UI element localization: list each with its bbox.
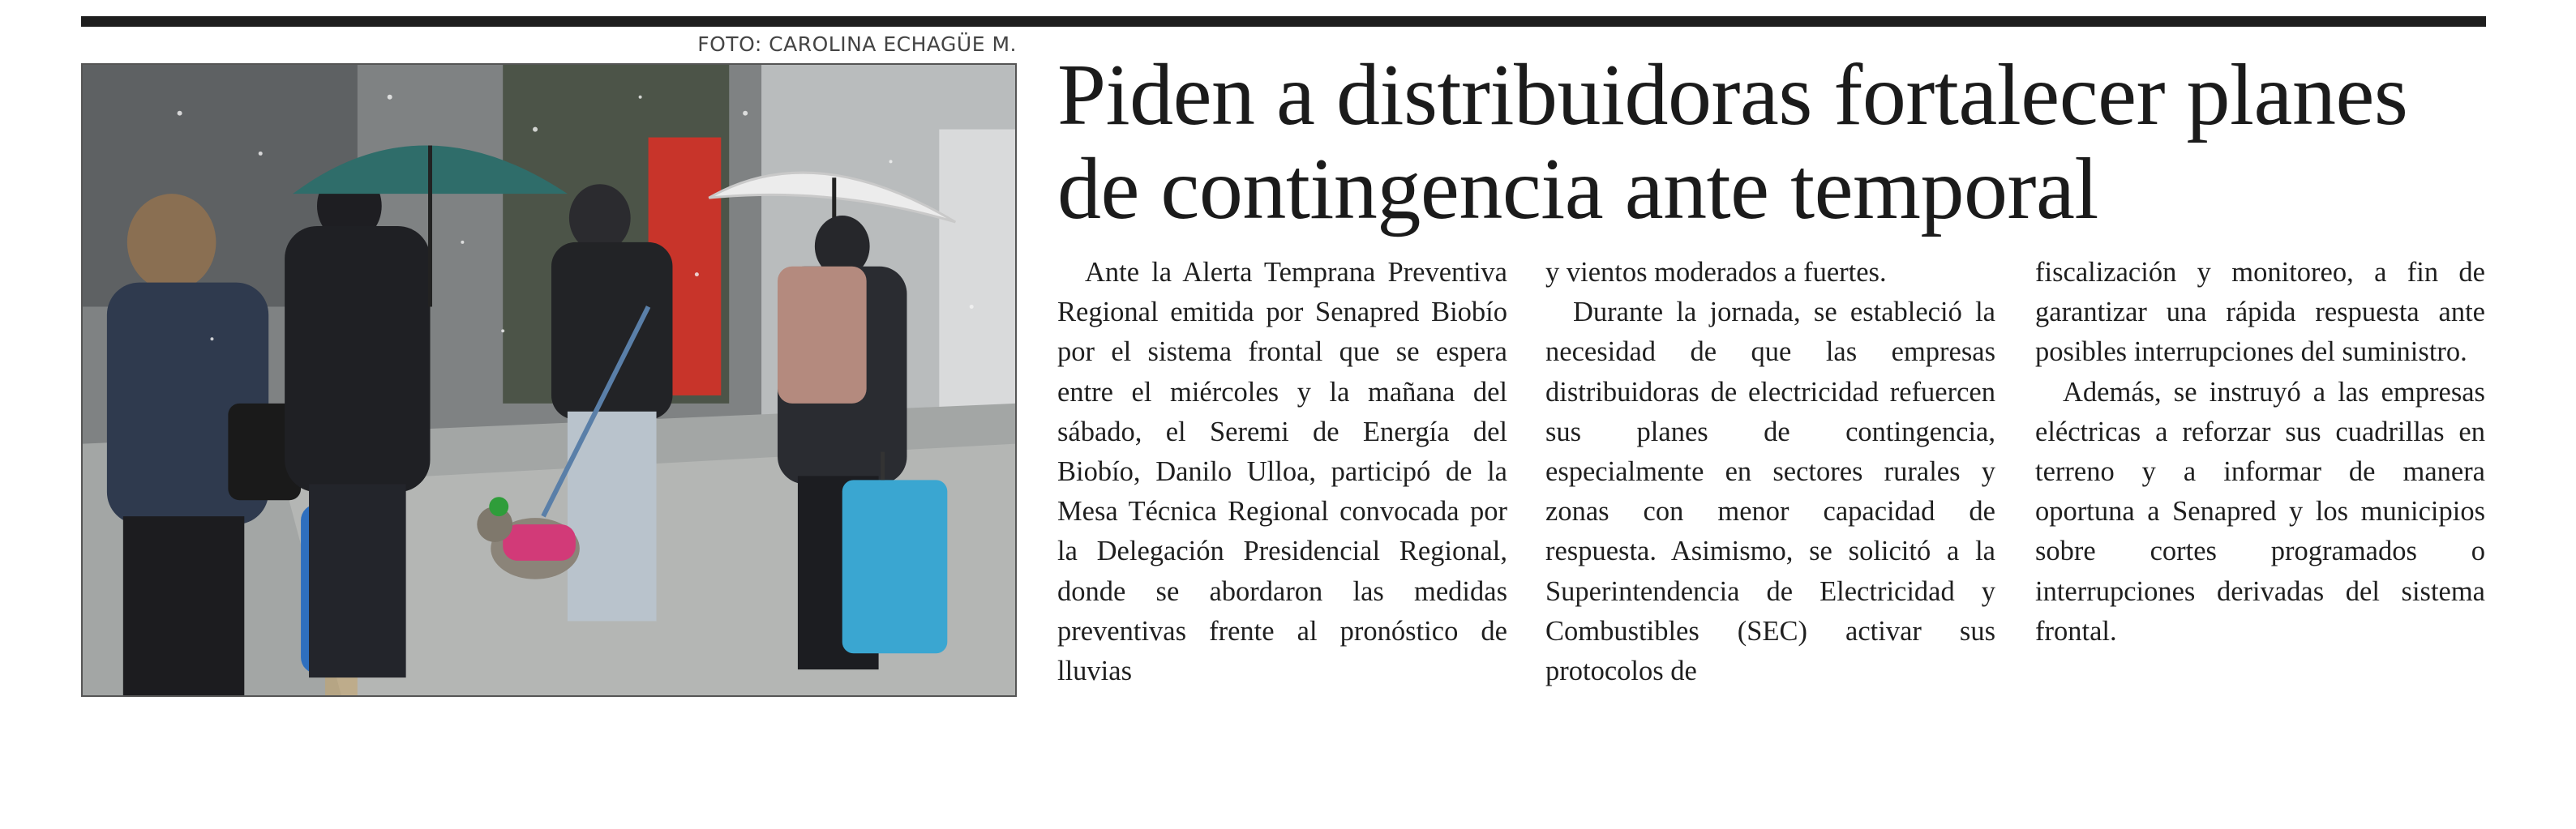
article-column-2 xyxy=(1545,253,1995,691)
news-photo xyxy=(81,63,1017,697)
article-column-1 xyxy=(1057,253,1507,691)
paragraph: y vientos moderados a fuertes. xyxy=(1545,257,1887,288)
paragraph: Ante la Alerta Temprana Preventiva Regional emitida por Senapred Biobío por el sistema frontal que se espera entre el miércoles y la mañana del sábado, el Seremi de Energía del Biobío, Danilo Ulloa, participó de la Mesa Técnica Regional convocada por la Delegación Presidencial Regional, donde se abordaron las medidas preventivas frente al pronóstico de lluvias xyxy=(1057,257,1507,687)
top-rule xyxy=(81,16,2486,27)
paragraph: fiscalización y monitoreo, a fin de garantizar una rápida respuesta ante posibles interrupciones del suministro. xyxy=(2035,257,2485,368)
rainy-street-illustration xyxy=(83,65,1015,695)
photo-credit: FOTO: CAROLINA ECHAGÜE M. xyxy=(697,32,1017,56)
headline: Piden a distribuidoras fortalecer planes de contingencia ante temporal xyxy=(1057,47,2408,237)
article-column-3 xyxy=(2035,253,2485,652)
paragraph: Además, se instruyó a las empresas eléctricas a reforzar sus cuadrillas en terreno y a informar de manera oportuna a Senapred y los municipios sobre cortes programados o interrupciones derivadas del sistema frontal. xyxy=(2035,376,2485,647)
paragraph: Durante la jornada, se estableció la necesidad de que las empresas distribuidoras de electricidad refuercen sus planes de contingencia, especialmente en sectores rurales y zonas con menor capacidad de respuesta. Asimismo, se solicitó a la Superintendencia de Electricidad y Combustibles (SEC) activar sus protocolos de xyxy=(1545,297,1995,687)
